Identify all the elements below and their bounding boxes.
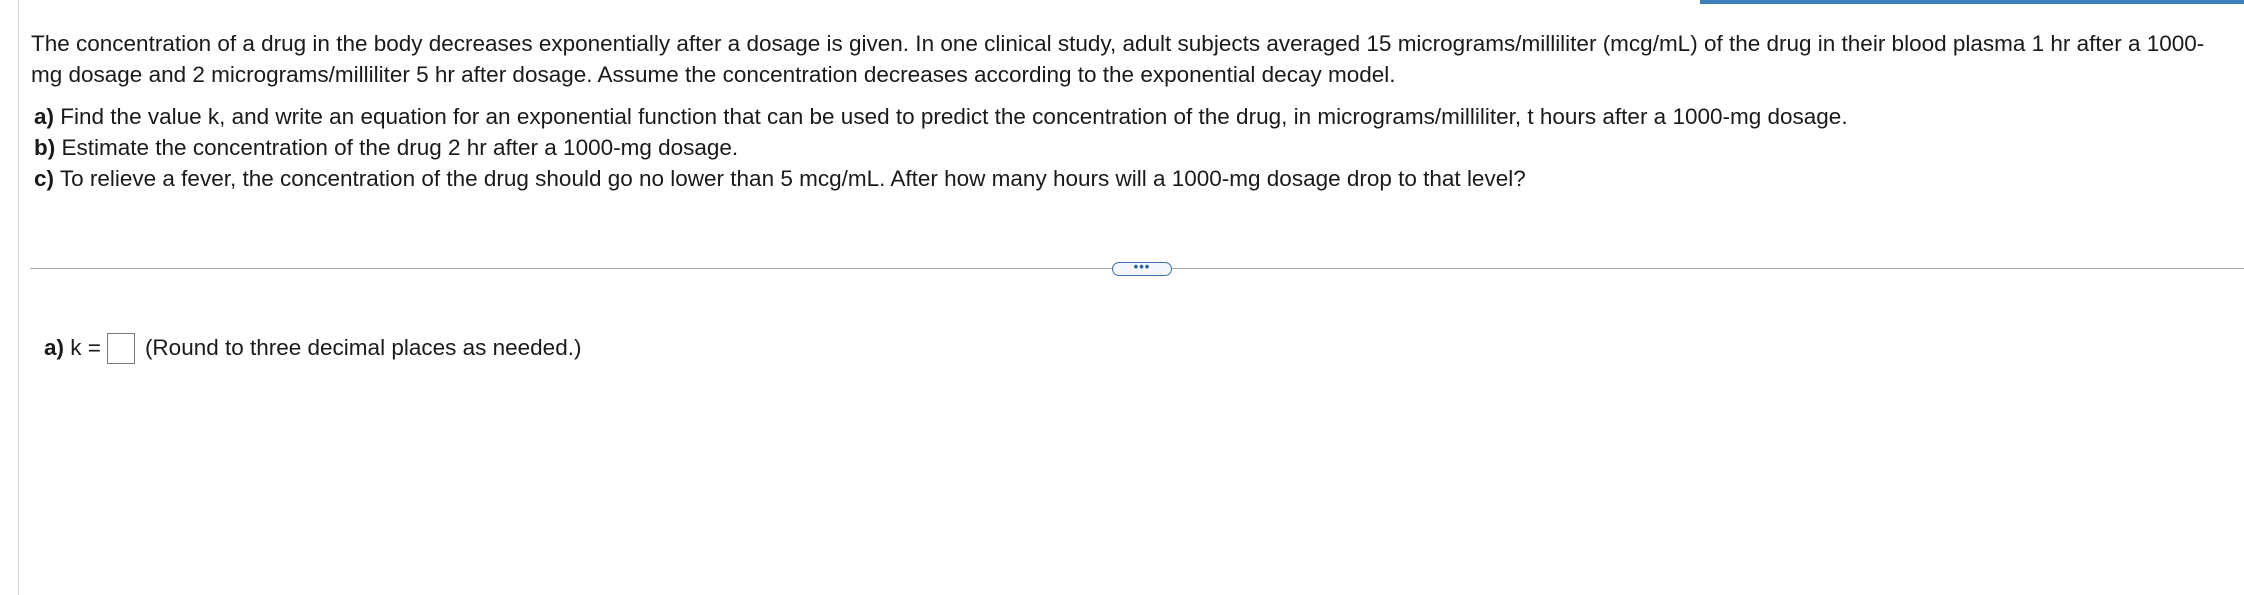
answer-label [44, 331, 101, 365]
part-a-letter: a) [34, 104, 55, 129]
ellipsis-icon: ••• [1133, 259, 1151, 274]
part-b [34, 132, 2221, 163]
part-b-letter: b) [34, 135, 56, 160]
part-c-letter: c) [34, 166, 55, 191]
part-a-text: Find the value k, and write an equation for an exponential function that can be used to predict the concentration of the drug, in micrograms/milliliter, t hours after a 1000-mg dosage. [60, 104, 1848, 129]
left-frame-border [18, 0, 19, 595]
expand-more-button[interactable] [1112, 259, 1172, 276]
rounding-hint: (Round to three decimal places as needed.) [144, 335, 582, 360]
question-panel [31, 28, 2221, 194]
question-text: The concentration of a drug in the body decreases exponentially after a dosage is given. In one clinical study, adult subjects averaged 15 micrograms/milliliter (mcg/mL) of the drug in their blood plasma 1 hr after a 1000-mg dosage and 2 micrograms/milliliter 5 hr after dosage. Assume the concentration decreases according to the exponential decay model. [31, 31, 2205, 87]
part-c-text: To relieve a fever, the concentration of the drug should go no lower than 5 mcg/mL. After how many hours will a 1000-mg dosage drop to that level? [59, 166, 1526, 191]
answer-row [44, 331, 581, 365]
answer-part-letter: a) [44, 335, 65, 360]
part-a [34, 101, 2221, 132]
question-parts [31, 101, 2221, 194]
k-answer-input[interactable] [107, 333, 135, 364]
part-b-text: Estimate the concentration of the drug 2 hr after a 1000-mg dosage. [61, 135, 739, 160]
top-accent-bar [1700, 0, 2244, 4]
part-c [34, 163, 2221, 194]
answer-prefix: k = [70, 335, 101, 360]
